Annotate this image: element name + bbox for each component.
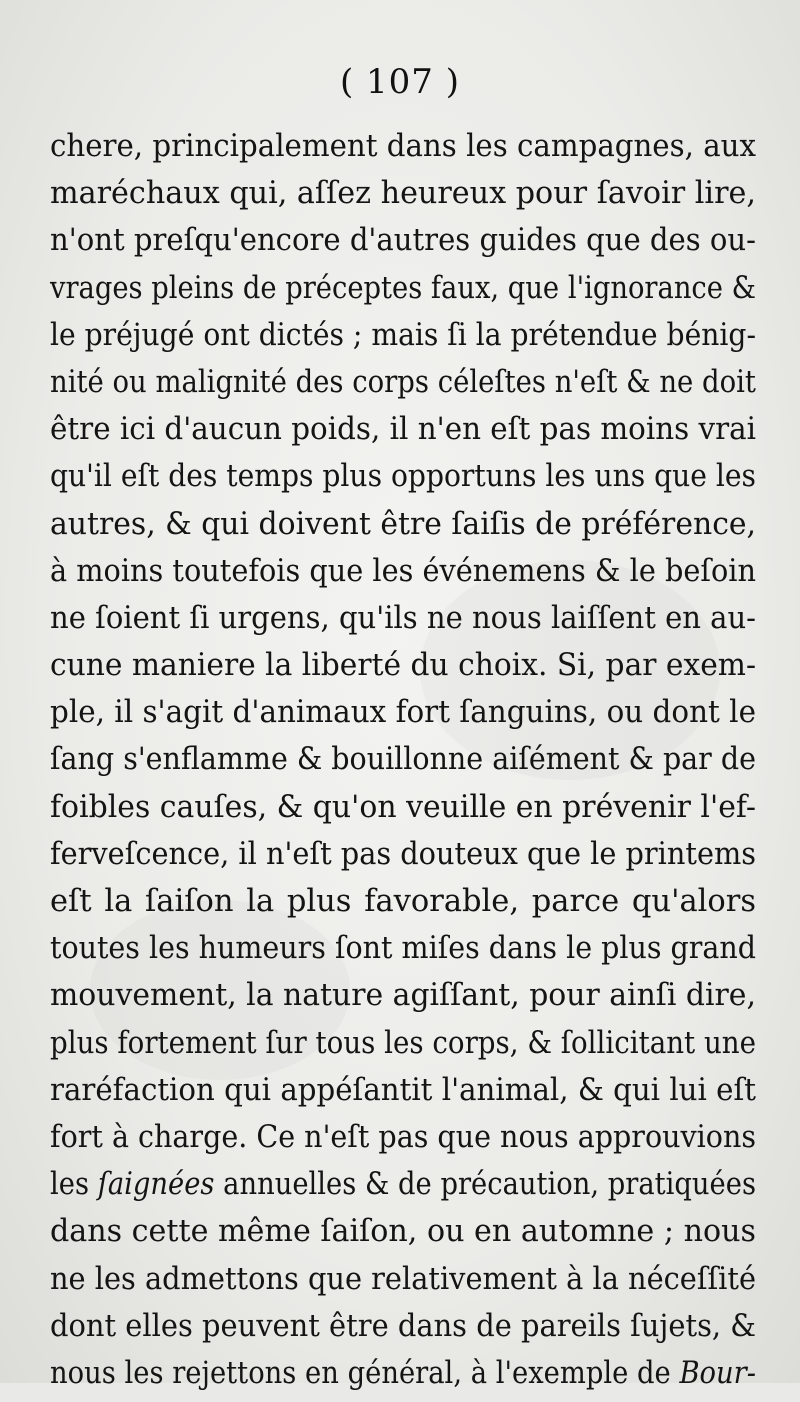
- italic-term: Bour-: [679, 1355, 757, 1391]
- text-line: nité ou malignité des corps céleſtes n'eſt & ne doit: [50, 364, 756, 400]
- page-number: ( 107 ): [339, 62, 461, 102]
- text-line: eſt la ſaiſon la plus favorable, parce qu'alors: [50, 884, 756, 919]
- text-line: ferveſcence, il n'eſt pas douteux que le printems: [50, 836, 757, 872]
- text-line: le préjugé ont dictés ; mais ſi la prétendue bénig-: [50, 317, 756, 353]
- text-line: dans cette même ſaiſon, ou en automne ; nous: [50, 1214, 756, 1250]
- text-line: maréchaux qui, aſſez heureux pour ſavoir lire,: [50, 176, 756, 212]
- italic-term: ſaignées: [97, 1167, 215, 1203]
- text-line: cune maniere la liberté du choix. Si, par exem-: [50, 648, 756, 684]
- text-line: autres, & qui doivent être ſaiſis de préférence,: [50, 506, 757, 542]
- text-line: être ici d'aucun poids, il n'en eſt pas moins vrai: [50, 412, 757, 448]
- text-line: ne ſoient ſi urgens, qu'ils ne nous laiſſent en au-: [50, 600, 756, 636]
- text-line: n'ont preſqu'encore d'autres guides que des ou-: [50, 223, 756, 259]
- text-line: [50, 1355, 756, 1402]
- line-text: annuelles & de précaution, pratiquées: [214, 1167, 756, 1203]
- text-line: vrages pleins de préceptes faux, que l'ignorance &: [50, 270, 757, 306]
- text-line: chere, principalement dans les campagnes, aux: [50, 129, 756, 164]
- text-line: ne les admettons que relativement à la néceſſité: [50, 1261, 756, 1297]
- text-line: dont elles peuvent être dans de pareils ſujets, &: [50, 1308, 757, 1344]
- text-line: à moins toutefois que les événemens & le beſoin: [50, 553, 757, 589]
- text-line: fort à charge. Ce n'eſt pas que nous approuvions: [50, 1119, 756, 1155]
- text-line: ple, il s'agit d'animaux fort ſanguins, ou dont le: [50, 695, 756, 731]
- text-line: toutes les humeurs ſont miſes dans le plus grand: [50, 931, 757, 967]
- text-line: mouvement, la nature agiſſant, pour ainſi dire,: [50, 978, 756, 1014]
- line-text: les: [50, 1167, 98, 1203]
- text-line: qu'il eſt des temps plus opportuns les uns que les: [50, 459, 757, 495]
- text-line: ſang s'enflamme & bouillonne aiſément & par de: [50, 742, 756, 778]
- text-line: plus fortement ſur tous les corps, & ſollicitant une: [50, 1025, 757, 1061]
- body-text: [50, 128, 756, 1402]
- text-line: raréfaction qui appéſantit l'animal, & qui lui eſt: [50, 1072, 757, 1108]
- line-text: nous les rejettons en général, à l'exemple de: [50, 1355, 680, 1391]
- text-line: foibles cauſes, & qu'on veuille en prévenir l'ef-: [50, 789, 756, 825]
- text-line: [50, 1166, 756, 1213]
